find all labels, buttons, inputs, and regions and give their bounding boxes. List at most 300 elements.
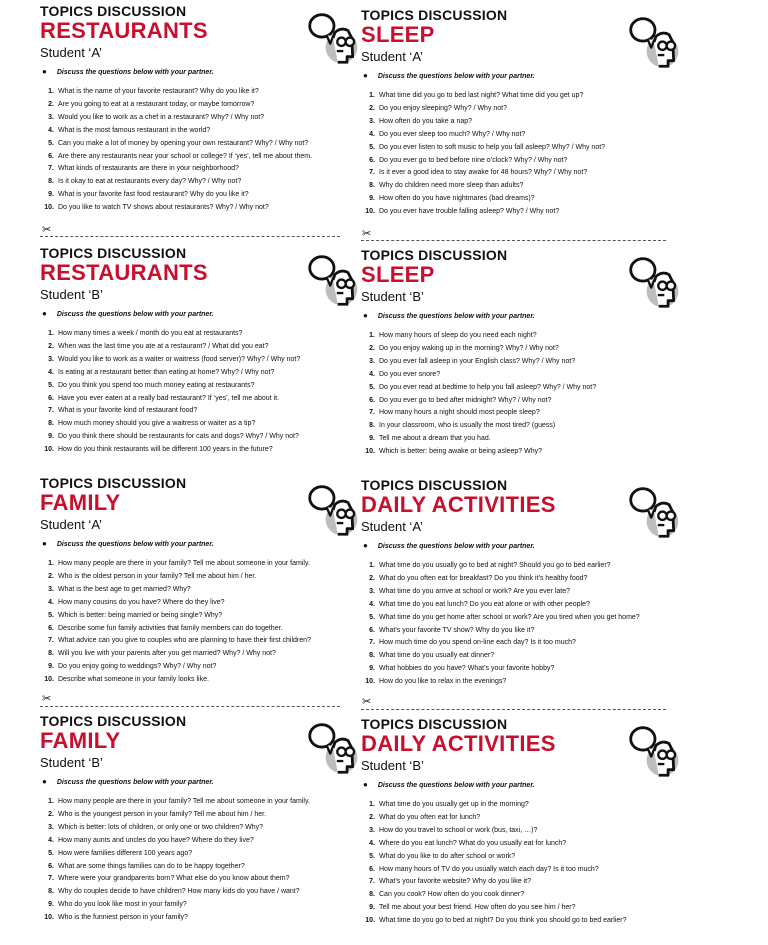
question-item	[361, 876, 691, 889]
question-number: 3.	[48, 823, 54, 831]
question-number: 2.	[48, 342, 54, 350]
discussion-card	[361, 248, 691, 476]
question-number: 9.	[369, 435, 375, 443]
question-number: 3.	[369, 117, 375, 125]
question-text: What do you often eat for lunch?	[379, 813, 481, 821]
card-topic-title: SLEEP	[361, 262, 435, 287]
question-text: Tell me about a dream that you had.	[379, 435, 491, 443]
card-heading: TOPICS DISCUSSION	[40, 3, 187, 19]
question-number: 1.	[369, 801, 375, 808]
question-text: What is the best age to get married? Why?	[58, 585, 191, 593]
question-number: 1.	[48, 798, 54, 805]
instruction-line	[42, 539, 370, 550]
question-number: 4.	[369, 130, 375, 138]
question-number: 3.	[48, 355, 54, 363]
question-text: Is eating at a restaurant better than eating at home? Why? / Why not?	[58, 368, 275, 376]
question-item	[361, 573, 691, 586]
question-number: 6.	[48, 624, 54, 632]
question-item	[361, 356, 691, 369]
question-item	[40, 912, 370, 925]
question-item	[361, 90, 691, 103]
question-item	[40, 635, 370, 648]
question-text: Can you cook? How often do you cook dinner?	[379, 891, 525, 899]
question-text: Would you like to work as a waiter or waitress (food server)? Why? / Why not?	[58, 355, 301, 363]
question-text: What time do you get home after school or work? Are you tired when you get home?	[379, 613, 640, 621]
question-item	[361, 663, 691, 676]
question-item	[40, 163, 370, 176]
question-number: 2.	[48, 810, 54, 818]
instruction-line	[363, 71, 691, 82]
question-list	[361, 90, 691, 219]
question-text: What do you like to do after school or work?	[379, 852, 516, 860]
question-text: Do you enjoy sleeping? Why? / Why not?	[379, 104, 508, 112]
question-item	[40, 873, 370, 886]
question-item	[361, 637, 691, 650]
question-text: How many aunts and uncles do you have? Where do they live?	[58, 836, 254, 844]
speech-bubble-head-icon	[306, 482, 362, 538]
discussion-card	[40, 246, 370, 474]
question-number: 7.	[369, 169, 375, 177]
discussion-card	[361, 478, 691, 706]
question-number: 1.	[48, 560, 54, 567]
question-item	[361, 167, 691, 180]
question-item	[361, 650, 691, 663]
instruction-line	[42, 67, 370, 78]
question-item	[361, 395, 691, 408]
question-item	[361, 420, 691, 433]
question-number: 2.	[48, 100, 54, 108]
question-text: Are there any restaurants near your school or college? If ‘yes’, tell me about them.	[58, 152, 313, 160]
question-text: Do you ever go to bed after midnight? Why? / Why not?	[379, 396, 552, 404]
question-item	[40, 899, 370, 912]
question-item	[40, 822, 370, 835]
question-number: 9.	[48, 433, 54, 441]
question-item	[361, 343, 691, 356]
question-text: Do you ever read at bedtime to help you fall asleep? Why? / Why not?	[379, 383, 597, 391]
question-number: 1.	[369, 332, 375, 339]
question-number: 8.	[369, 422, 375, 430]
student-label: Student ‘A’	[40, 45, 102, 60]
question-number: 5.	[48, 139, 54, 147]
question-number: 5.	[369, 613, 375, 621]
question-number: 9.	[48, 191, 54, 199]
card-heading: TOPICS DISCUSSION	[361, 7, 508, 23]
instruction-line	[363, 541, 691, 552]
question-number: 5.	[48, 849, 54, 857]
speech-bubble-head-icon	[306, 10, 362, 66]
question-item	[40, 138, 370, 151]
cut-line	[40, 236, 340, 237]
cut-line	[40, 706, 340, 707]
bullet-icon: ●	[42, 67, 47, 76]
student-label: Student ‘A’	[361, 519, 423, 534]
speech-bubble-head-icon	[306, 720, 362, 776]
question-item	[361, 407, 691, 420]
question-number: 8.	[48, 888, 54, 896]
question-text: Do you think you spend too much money eating at restaurants?	[58, 381, 255, 389]
question-number: 1.	[369, 92, 375, 99]
question-text: Would you like to work as a chef in a restaurant? Why? / Why not?	[58, 113, 265, 121]
question-text: Which is better: being married or being single? Why?	[58, 611, 223, 619]
question-text: What time do you usually go to bed at night? Should you go to bed earlier?	[379, 562, 611, 569]
question-number: 9.	[369, 904, 375, 912]
card-topic-title: FAMILY	[40, 728, 121, 753]
question-text: How many hours of sleep do you need each night?	[379, 332, 537, 339]
question-item	[40, 354, 370, 367]
question-item	[361, 116, 691, 129]
bullet-icon: ●	[42, 777, 47, 786]
discussion-card	[361, 717, 691, 945]
bullet-icon: ●	[42, 539, 47, 548]
question-text: How many hours of TV do you usually watch each day? Is it too much?	[379, 865, 599, 873]
student-label: Student ‘A’	[40, 517, 102, 532]
question-text: How do you travel to school or work (bus, taxi, …)?	[379, 826, 538, 834]
question-item	[361, 586, 691, 599]
question-text: What time do you usually get up in the morning?	[379, 801, 529, 808]
question-number: 9.	[369, 665, 375, 673]
card-heading: TOPICS DISCUSSION	[40, 713, 187, 729]
question-text: What advice can you give to couples who are planning to have their first children?	[58, 637, 311, 645]
question-text: Describe some fun family activities that family members can do together.	[58, 624, 283, 632]
student-label: Student ‘B’	[361, 289, 424, 304]
question-item	[40, 125, 370, 138]
card-heading: TOPICS DISCUSSION	[361, 716, 508, 732]
instruction-text: Discuss the questions below with your partner.	[56, 779, 214, 786]
question-item	[361, 155, 691, 168]
instruction-text: Discuss the questions below with your partner.	[56, 69, 214, 76]
question-item	[40, 341, 370, 354]
speech-bubble-head-icon	[627, 254, 683, 310]
question-item	[40, 623, 370, 636]
question-number: 4.	[369, 839, 375, 847]
question-text: Where were your grandparents born? What else do you know about them?	[58, 875, 290, 883]
question-text: Do you ever fall asleep in your English class? Why? / Why not?	[379, 357, 576, 365]
question-item	[40, 558, 370, 571]
question-number: 3.	[48, 113, 54, 121]
question-number: 8.	[369, 652, 375, 660]
card-heading: TOPICS DISCUSSION	[40, 475, 187, 491]
instruction-line	[363, 780, 691, 791]
question-number: 5.	[369, 143, 375, 151]
discussion-card	[40, 714, 370, 942]
question-number: 2.	[369, 813, 375, 821]
question-number: 10.	[44, 446, 54, 454]
question-text: Do you ever sleep too much? Why? / Why not?	[379, 130, 526, 138]
question-item	[361, 103, 691, 116]
question-number: 7.	[369, 409, 375, 417]
question-item	[361, 902, 691, 915]
question-text: Do you ever go to bed before nine o’clock? Why? / Why not?	[379, 156, 568, 164]
instruction-line	[42, 309, 370, 320]
question-text: What are some things families can do to be happy together?	[58, 862, 245, 870]
speech-bubble-head-icon	[627, 723, 683, 779]
question-text: How many cousins do you have? Where do they live?	[58, 598, 225, 606]
question-item	[40, 380, 370, 393]
speech-bubble-head-icon	[627, 484, 683, 540]
bullet-icon: ●	[363, 780, 368, 789]
discussion-card	[361, 8, 691, 236]
question-number: 9.	[48, 663, 54, 671]
question-text: What is the most famous restaurant in the world?	[58, 126, 211, 134]
question-item	[361, 612, 691, 625]
question-text: Who do you look like most in your family?	[58, 901, 187, 909]
question-text: Do you ever have trouble falling asleep? Why? / Why not?	[379, 208, 560, 216]
question-number: 6.	[48, 394, 54, 402]
question-number: 7.	[369, 639, 375, 647]
question-number: 7.	[48, 407, 54, 415]
question-item	[40, 431, 370, 444]
question-number: 5.	[48, 381, 54, 389]
discussion-card	[40, 476, 370, 704]
speech-bubble-head-icon	[627, 14, 683, 70]
question-text: What’s your favorite website? Why do you like it?	[379, 878, 531, 886]
question-number: 7.	[48, 875, 54, 883]
question-number: 4.	[48, 126, 54, 134]
instruction-text: Discuss the questions below with your partner.	[377, 73, 535, 80]
discussion-card	[40, 4, 370, 232]
question-item	[361, 825, 691, 838]
question-item	[361, 206, 691, 219]
question-text: Have you ever eaten at a really bad restaurant? If ‘yes’, tell me about it.	[58, 394, 280, 402]
question-item	[40, 367, 370, 380]
question-text: How do you think restaurants will be different 100 years in the future?	[58, 446, 273, 454]
question-number: 7.	[48, 637, 54, 645]
question-text: How much money should you give a waitress or waiter as a tip?	[58, 420, 256, 428]
question-list	[40, 558, 370, 687]
question-number: 2.	[369, 574, 375, 582]
question-text: Which is better: lots of children, or only one or two children? Why?	[58, 823, 264, 831]
question-text: Who is the funniest person in your family?	[58, 914, 188, 922]
question-item	[40, 86, 370, 99]
question-text: How many times a week / month do you eat at restaurants?	[58, 330, 243, 337]
question-item	[40, 444, 370, 457]
question-list	[40, 796, 370, 925]
question-number: 9.	[369, 195, 375, 203]
question-item	[361, 129, 691, 142]
question-item	[40, 202, 370, 215]
question-item	[361, 625, 691, 638]
instruction-text: Discuss the questions below with your partner.	[377, 782, 535, 789]
question-number: 10.	[365, 678, 375, 686]
question-text: Are you going to eat at a restaurant today, or maybe tomorrow?	[58, 100, 255, 108]
question-number: 7.	[48, 165, 54, 173]
student-label: Student ‘B’	[40, 755, 103, 770]
question-number: 1.	[369, 562, 375, 569]
question-text: In your classroom, who is usually the most tired? (guess)	[379, 422, 556, 430]
question-number: 4.	[369, 370, 375, 378]
question-item	[40, 189, 370, 202]
question-number: 10.	[365, 208, 375, 216]
question-text: How often do you have nightmares (bad dreams)?	[379, 195, 535, 203]
question-item	[40, 661, 370, 674]
question-number: 6.	[48, 862, 54, 870]
question-item	[40, 597, 370, 610]
question-text: How do you like to relax in the evenings?	[379, 678, 507, 686]
question-text: Where do you eat lunch? What do you usually eat for lunch?	[379, 839, 567, 847]
question-number: 10.	[44, 204, 54, 212]
question-text: Why do couples decide to have children? How many kids do you have / want?	[58, 888, 300, 896]
question-item	[40, 584, 370, 597]
question-item	[361, 330, 691, 343]
question-item	[40, 418, 370, 431]
question-text: How many hours a night should most people sleep?	[379, 409, 540, 417]
instruction-text: Discuss the questions below with your partner.	[377, 313, 535, 320]
question-item	[361, 799, 691, 812]
question-item	[361, 676, 691, 689]
question-item	[40, 112, 370, 125]
question-number: 6.	[369, 626, 375, 634]
bullet-icon: ●	[363, 541, 368, 550]
question-item	[40, 674, 370, 687]
question-text: Do you think there should be restaurants for cats and dogs? Why? / Why not?	[58, 433, 299, 441]
question-text: What’s your favorite TV show? Why do you like it?	[379, 626, 535, 634]
question-list	[361, 799, 691, 928]
question-number: 5.	[369, 852, 375, 860]
question-list	[40, 328, 370, 457]
question-number: 3.	[48, 585, 54, 593]
question-text: Do you enjoy waking up in the morning? Why? / Why not?	[379, 344, 559, 352]
speech-bubble-head-icon	[306, 252, 362, 308]
card-topic-title: RESTAURANTS	[40, 18, 208, 43]
question-text: How often do you take a nap?	[379, 117, 473, 125]
scissors-icon: ✂	[362, 696, 372, 708]
card-topic-title: SLEEP	[361, 22, 435, 47]
question-number: 9.	[48, 901, 54, 909]
card-topic-title: DAILY ACTIVITIES	[361, 492, 556, 517]
question-item	[40, 835, 370, 848]
question-item	[40, 571, 370, 584]
question-number: 6.	[369, 865, 375, 873]
question-text: What is your favorite kind of restaurant food?	[58, 407, 198, 415]
question-number: 1.	[48, 88, 54, 95]
question-item	[40, 393, 370, 406]
question-item	[40, 176, 370, 189]
card-heading: TOPICS DISCUSSION	[361, 247, 508, 263]
question-item	[361, 180, 691, 193]
question-number: 4.	[48, 598, 54, 606]
question-number: 2.	[369, 344, 375, 352]
question-item	[40, 648, 370, 661]
question-text: Do you ever listen to soft music to help you fall asleep? Why? / Why not?	[379, 143, 606, 151]
question-item	[361, 812, 691, 825]
question-text: How many people are there in your family? Tell me about someone in your family.	[58, 560, 310, 567]
question-number: 5.	[369, 383, 375, 391]
question-text: What time do you usually eat dinner?	[379, 652, 495, 660]
scissors-icon: ✂	[42, 224, 52, 236]
card-topic-title: RESTAURANTS	[40, 260, 208, 285]
question-text: Who is the oldest person in your family? Tell me about him / her.	[58, 572, 257, 580]
question-item	[361, 838, 691, 851]
question-item	[361, 433, 691, 446]
question-item	[40, 610, 370, 623]
question-text: Do you like to watch TV shows about restaurants? Why? / Why not?	[58, 204, 269, 212]
bullet-icon: ●	[363, 71, 368, 80]
question-number: 3.	[369, 587, 375, 595]
question-number: 3.	[369, 826, 375, 834]
question-item	[40, 405, 370, 418]
question-item	[40, 848, 370, 861]
question-item	[40, 796, 370, 809]
question-text: Can you make a lot of money by opening your own restaurant? Why? / Why not?	[58, 139, 309, 147]
question-item	[361, 382, 691, 395]
question-number: 4.	[48, 836, 54, 844]
question-number: 8.	[48, 650, 54, 658]
question-text: Which is better: being awake or being asleep? Why?	[379, 448, 543, 456]
question-text: What time did you go to bed last night? What time did you get up?	[379, 92, 584, 99]
question-number: 6.	[48, 152, 54, 160]
question-text: Why do children need more sleep than adults?	[379, 182, 524, 190]
instruction-text: Discuss the questions below with your partner.	[377, 543, 535, 550]
scissors-icon: ✂	[362, 228, 372, 240]
question-text: What hobbies do you have? What’s your favorite hobby?	[379, 665, 555, 673]
question-text: Is it okay to eat at restaurants every day? Why? / Why not?	[58, 178, 242, 186]
question-number: 10.	[44, 914, 54, 922]
question-text: Do you enjoy going to weddings? Why? / Why not?	[58, 663, 217, 671]
question-text: Describe what someone in your family looks like.	[58, 676, 209, 684]
question-item	[361, 599, 691, 612]
question-item	[40, 328, 370, 341]
question-item	[40, 809, 370, 822]
scissors-icon: ✂	[42, 693, 52, 705]
question-text: Is it ever a good idea to stay awake for 48 hours? Why? / Why not?	[379, 169, 588, 177]
question-list	[40, 86, 370, 215]
question-number: 2.	[48, 572, 54, 580]
question-list	[361, 560, 691, 689]
student-label: Student ‘A’	[361, 49, 423, 64]
question-number: 10.	[44, 676, 54, 684]
cut-line	[361, 709, 666, 710]
question-number: 10.	[365, 448, 375, 456]
card-heading: TOPICS DISCUSSION	[40, 245, 187, 261]
instruction-text: Discuss the questions below with your partner.	[56, 311, 214, 318]
question-text: Will you live with your parents after you get married? Why? / Why not?	[58, 650, 276, 658]
question-item	[361, 142, 691, 155]
question-text: What time do you go to bed at night? Do you think you should go to bed earlier?	[379, 917, 627, 925]
question-number: 10.	[365, 917, 375, 925]
question-item	[40, 861, 370, 874]
question-number: 6.	[369, 396, 375, 404]
question-number: 7.	[369, 878, 375, 886]
question-text: What time do you eat lunch? Do you eat alone or with other people?	[379, 600, 590, 608]
question-item	[361, 851, 691, 864]
instruction-line	[363, 311, 691, 322]
question-text: How many people are there in your family? Tell me about someone in your family.	[58, 798, 310, 805]
question-text: What is the name of your favorite restaurant? Why do you like it?	[58, 88, 259, 95]
question-number: 8.	[369, 182, 375, 190]
cut-line	[361, 240, 666, 241]
question-item	[361, 889, 691, 902]
card-topic-title: FAMILY	[40, 490, 121, 515]
question-text: Who is the youngest person in your family? Tell me about him / her.	[58, 810, 267, 818]
question-number: 3.	[369, 357, 375, 365]
question-text: What time do you arrive at school or work? Are you ever late?	[379, 587, 571, 595]
question-number: 4.	[48, 368, 54, 376]
question-number: 8.	[369, 891, 375, 899]
question-number: 5.	[48, 611, 54, 619]
question-text: How were families different 100 years ago?	[58, 849, 193, 857]
card-heading: TOPICS DISCUSSION	[361, 477, 508, 493]
student-label: Student ‘B’	[361, 758, 424, 773]
question-text: Tell me about your best friend. How often do you see him / her?	[379, 904, 576, 912]
question-item	[361, 369, 691, 382]
question-item	[361, 193, 691, 206]
question-text: How much time do you spend on-line each day? Is it too much?	[379, 639, 576, 647]
instruction-line	[42, 777, 370, 788]
question-item	[361, 864, 691, 877]
question-item	[40, 886, 370, 899]
question-number: 1.	[48, 330, 54, 337]
question-number: 6.	[369, 156, 375, 164]
